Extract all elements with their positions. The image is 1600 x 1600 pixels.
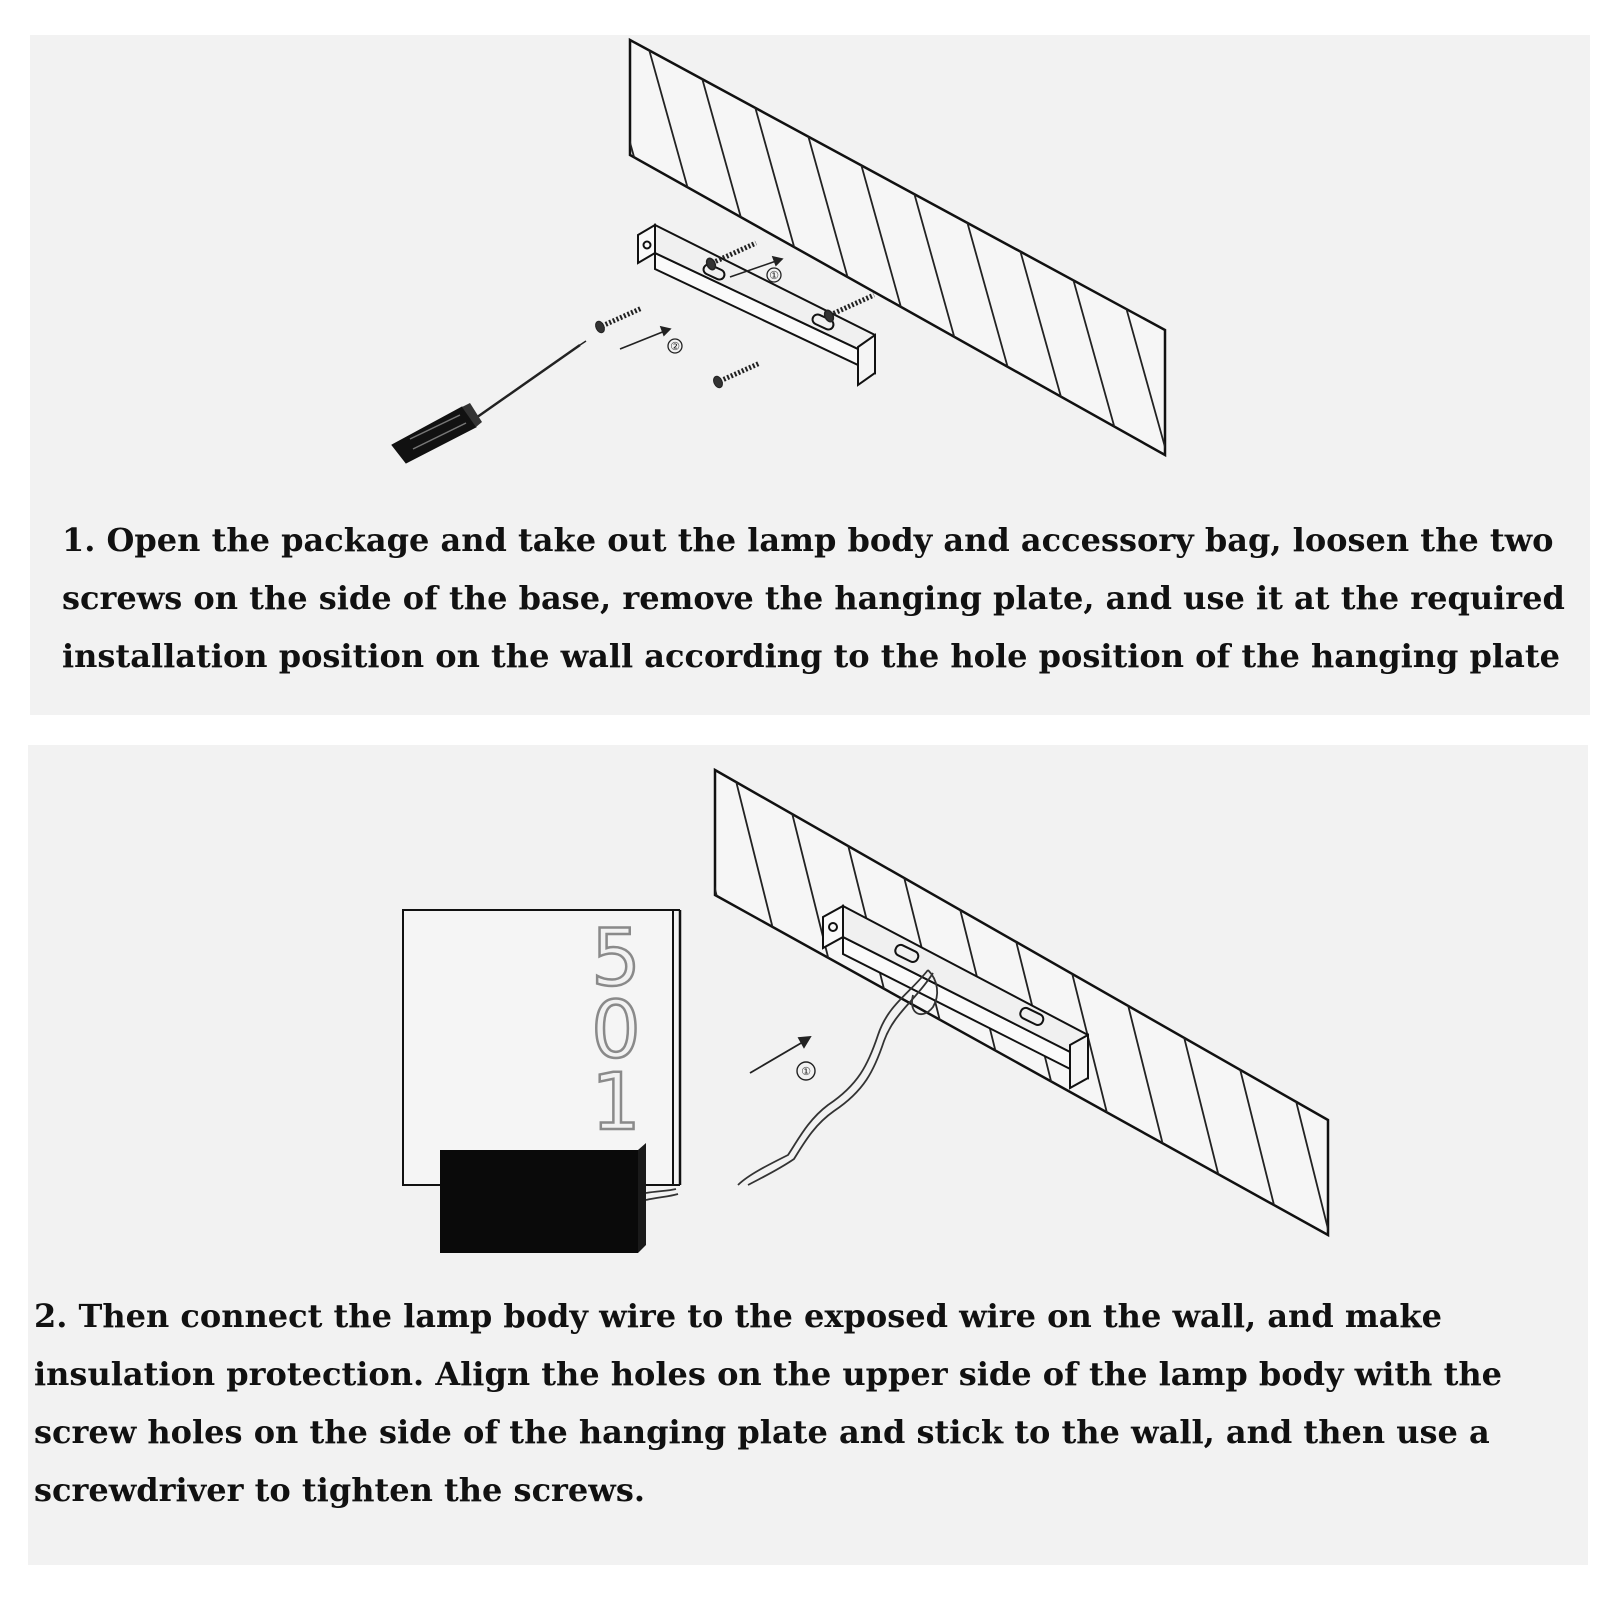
step-marker-1: ① bbox=[769, 269, 779, 282]
step-1-illustration bbox=[30, 35, 1590, 505]
wall-hatched-panel bbox=[510, 35, 1260, 465]
loose-screw bbox=[594, 308, 642, 334]
hatch-line bbox=[780, 765, 900, 1245]
step-2-illustration bbox=[28, 745, 1588, 1275]
direction-arrow bbox=[620, 327, 670, 349]
screwdriver-icon bbox=[392, 341, 586, 463]
lamp-base-box bbox=[440, 1143, 646, 1253]
lamp-wire bbox=[646, 1189, 678, 1200]
step-2-caption: 2. Then connect the lamp body wire to the exposed wire on the wall, and make insulation protection. Align the holes on the upper side of the lamp body with the screw holes on the side of the hanging plate and stick to the wall, and then use a screwdriver to tighten the screws. bbox=[34, 1297, 1502, 1509]
plate-screw bbox=[823, 295, 874, 323]
hatch-line bbox=[1005, 35, 1125, 465]
step-marker-1: ① bbox=[801, 1065, 811, 1078]
step-marker-2: ② bbox=[670, 340, 680, 353]
lamp-body bbox=[403, 910, 680, 1185]
door-number-digit: 0 bbox=[591, 986, 641, 1076]
door-number-digit: 1 bbox=[591, 1058, 641, 1148]
hatch-line bbox=[510, 35, 630, 465]
loose-screw bbox=[712, 363, 760, 389]
hatch-line bbox=[690, 35, 810, 465]
hatch-line bbox=[1116, 765, 1236, 1245]
step-2-panel bbox=[28, 745, 1588, 1565]
door-number-digit: 5 bbox=[591, 914, 641, 1004]
step-1-caption: 1. Open the package and take out the lamp body and accessory bag, loosen the two screws on the side of the base, remove the hanging plate, and use it at the required installation position on the wall according to the hole position of the hanging plate bbox=[62, 521, 1565, 675]
step-1-panel bbox=[30, 35, 1590, 715]
